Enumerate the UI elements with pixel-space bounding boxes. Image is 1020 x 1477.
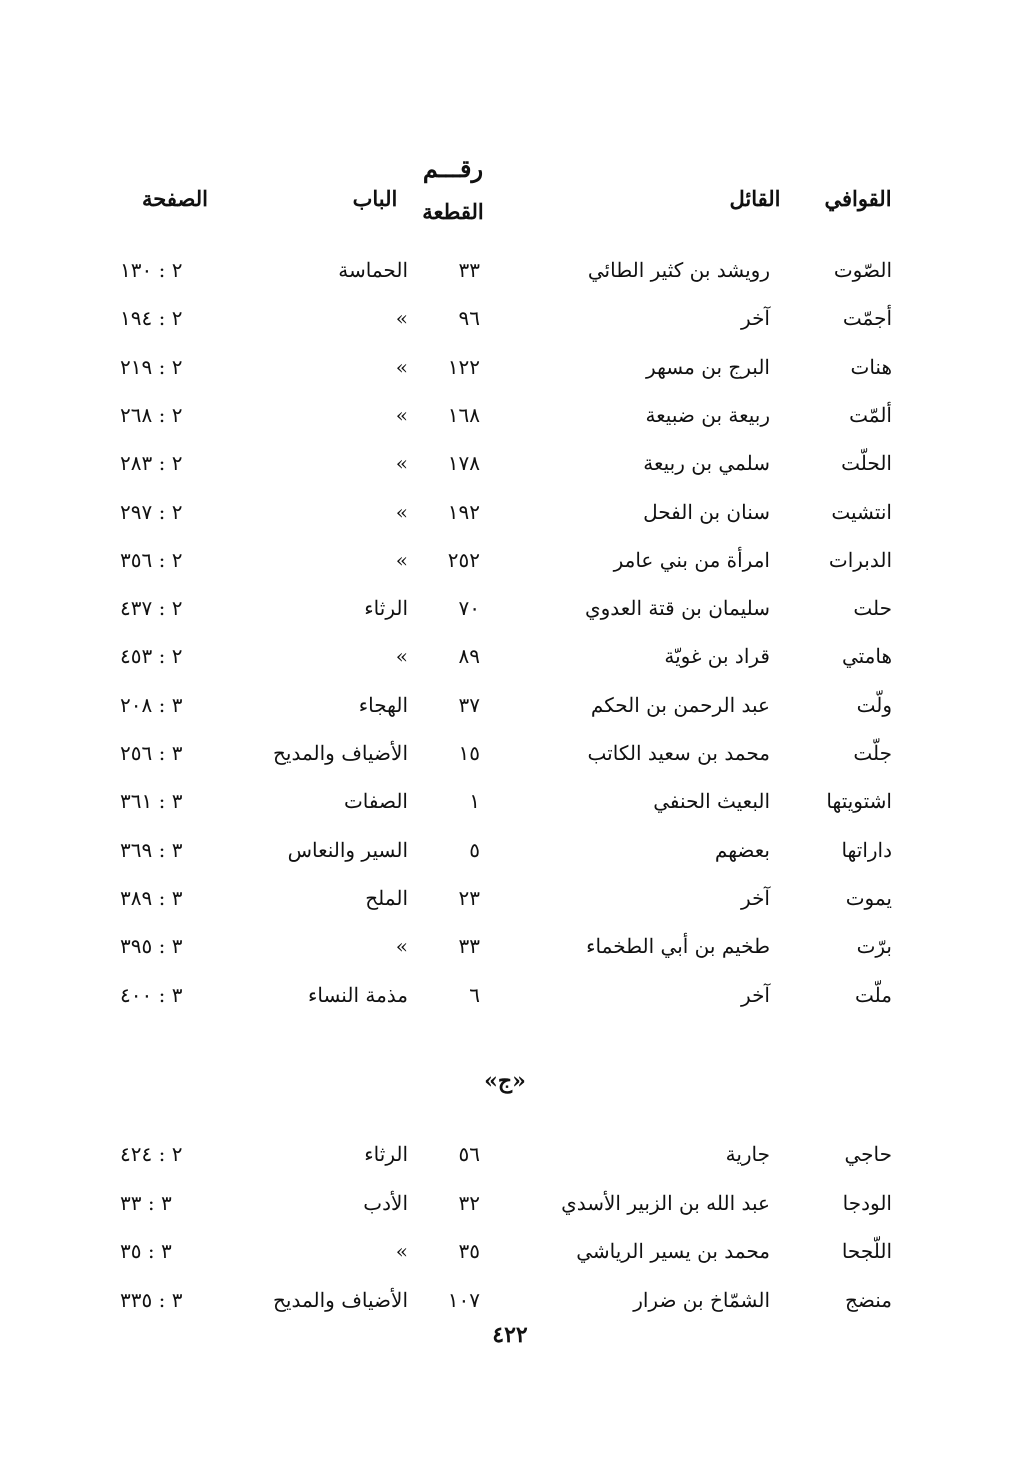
number-cell: ٨٩ [458,644,480,669]
qaail-cell: طخيم بن أبي الطخماء [586,934,770,959]
header-safha: الصفحة [142,186,208,211]
qafiya-cell: الحلّت [841,451,892,476]
bab-cell: » [395,499,408,524]
number-cell: ٢٣ [458,885,480,910]
qaail-cell: آخر [741,982,770,1007]
table-row [0,542,1020,590]
number-cell: ٣٧ [458,692,480,717]
qafiya-cell: هامتي [841,644,892,669]
qaail-cell: رويشد بن كثير الطائي [587,258,770,282]
number-cell: ١٩٢ [447,499,480,524]
page-ref-cell: ٢ : ٢٩٧ [120,499,183,524]
bab-cell: الأدب [363,1190,408,1215]
bab-cell: الأضياف والمديح [272,1287,408,1312]
number-cell: ٥ [469,837,480,862]
number-cell: ١ [469,789,480,814]
qafiya-cell: ملّت [855,982,892,1007]
qaail-cell: عبد الله بن الزبير الأسدي [561,1190,770,1215]
number-cell: ٦ [469,982,480,1007]
number-cell: ٣٥ [458,1239,480,1263]
table-row [0,397,1020,445]
qaail-cell: محمد بن سعيد الكاتب [587,741,770,765]
number-cell: ٣٣ [458,258,480,282]
page-ref-cell: ٣ : ٣٨٩ [120,885,183,910]
table-row [0,252,1020,300]
bab-cell: » [395,1239,408,1263]
bab-cell: الهجاء [358,692,408,717]
table-row [0,1185,1020,1233]
page-ref-cell: ٣ : ٣٦٩ [120,837,183,862]
table-row [0,349,1020,397]
header-qitaa: القطعة [422,199,484,224]
table-row [0,928,1020,976]
qafiya-cell: الدبرات [828,547,892,572]
qafiya-cell: هنات [850,354,892,379]
number-cell: ٥٦ [458,1142,480,1166]
page-number: ٤٢٢ [492,1322,528,1348]
section-heading-jim: «ج» [484,1068,526,1094]
qafiya-cell: أجمّت [842,306,892,331]
qaail-cell: سنان بن الفحل [643,499,770,524]
page-ref-cell: ٢ : ١٣٠ [120,258,183,282]
number-cell: ١٦٨ [447,402,480,427]
table-row [0,638,1020,686]
qafiya-cell: اشتويتها [826,789,892,814]
bab-cell: السير والنعاس [287,837,408,862]
number-cell: ٣٢ [458,1190,480,1215]
qafiya-cell: برّت [856,934,892,959]
bab-cell: » [395,402,408,427]
header-qawafi: القوافي [824,186,892,211]
number-cell: ٢٥٢ [447,547,480,572]
table-row [0,735,1020,783]
qaail-cell: آخر [741,885,770,910]
qaail-cell: عبد الرحمن بن الحكم [590,692,770,717]
page-ref-cell: ٣ : ٣٣٥ [120,1287,183,1312]
number-cell: ١٧٨ [447,451,480,476]
bab-cell: » [395,451,408,476]
qaail-cell: امرأة من بني عامر [613,547,770,572]
bab-cell: الرثاء [364,1142,408,1166]
page-ref-cell: ٣ : ٣٩٥ [120,934,183,959]
qafiya-cell: الودجا [842,1190,892,1215]
qaail-cell: آخر [741,306,770,331]
page-ref-cell: ٢ : ٤٢٤ [120,1142,183,1166]
bab-cell: » [395,354,408,379]
table-row [0,590,1020,638]
table-row [0,687,1020,735]
header-qaail: القائل [729,186,781,211]
table-row [0,880,1020,928]
bab-cell: الرثاء [364,596,408,621]
qaail-cell: سليمان بن قتة العدوي [584,596,770,621]
table-row [0,783,1020,831]
number-cell: ١٢٢ [447,354,480,379]
bab-cell: » [395,547,408,572]
page-ref-cell: ٣ : ٢٥٦ [120,741,183,765]
qaail-cell: البرج بن مسهر [646,354,770,379]
table-row [0,977,1020,1025]
qaail-cell: قراد بن غويّة [664,644,770,669]
page-ref-cell: ٣ : ٤٠٠ [120,982,183,1007]
bab-cell: الأضياف والمديح [272,741,408,765]
table-row [0,300,1020,348]
qaail-cell: جارية [725,1142,770,1166]
bab-cell: الملح [365,885,408,910]
table-row [0,494,1020,542]
qaail-cell: البعيث الحنفي [653,789,770,814]
page-ref-cell: ٣ : ٣٦١ [120,789,183,814]
qafiya-cell: الصّوت [833,258,892,282]
page-ref-cell: ٣ : ٣٣ [120,1190,172,1215]
bab-cell: » [395,306,408,331]
bab-cell: » [395,934,408,959]
page-ref-cell: ٢ : ٤٥٣ [120,644,183,669]
qafiya-cell: انتشيت [831,499,892,524]
header-raqm: رقـــم [422,154,484,183]
number-cell: ١٠٧ [447,1287,480,1312]
page-ref-cell: ٢ : ٢٨٣ [120,451,183,476]
number-cell: ٧٠ [458,596,480,621]
qaail-cell: محمد بن يسير الرياشي [576,1239,770,1263]
header-bab: الباب [352,186,398,211]
qafiya-cell: حلت [853,596,892,621]
qafiya-cell: منضج [844,1287,892,1312]
qafiya-cell: ألمّت [849,402,892,427]
page-ref-cell: ٢ : ١٩٤ [120,306,183,331]
qaail-cell: سلمي بن ربيعة [643,451,770,476]
qaail-cell: الشمّاخ بن ضرار [633,1287,770,1312]
qaail-cell: ربيعة بن ضبيعة [645,402,770,427]
number-cell: ١٥ [458,741,480,765]
number-cell: ٩٦ [458,306,480,331]
qafiya-cell: داراتها [841,837,892,862]
bab-cell: » [395,644,408,669]
qafiya-cell: جلّت [853,741,892,765]
table-row [0,1136,1020,1184]
page-ref-cell: ٣ : ٢٠٨ [120,692,183,717]
number-cell: ٣٣ [458,934,480,959]
qafiya-cell: ولّت [856,692,892,717]
page-ref-cell: ٢ : ٣٥٦ [120,547,183,572]
qafiya-cell: حاجي [844,1142,892,1166]
table-row [0,832,1020,880]
qaail-cell: بعضهم [714,837,770,862]
page-ref-cell: ٢ : ٢١٩ [120,354,183,379]
page-ref-cell: ٢ : ٢٦٨ [120,402,183,427]
bab-cell: مذمة النساء [307,982,408,1007]
page-ref-cell: ٣ : ٣٥ [120,1239,172,1263]
page-ref-cell: ٢ : ٤٣٧ [120,596,183,621]
table-row [0,1233,1020,1281]
bab-cell: الصفات [343,789,408,814]
qafiya-cell: اللّجحا [841,1239,892,1263]
qafiya-cell: يموت [845,885,892,910]
bab-cell: الحماسة [338,258,408,282]
table-row [0,445,1020,493]
